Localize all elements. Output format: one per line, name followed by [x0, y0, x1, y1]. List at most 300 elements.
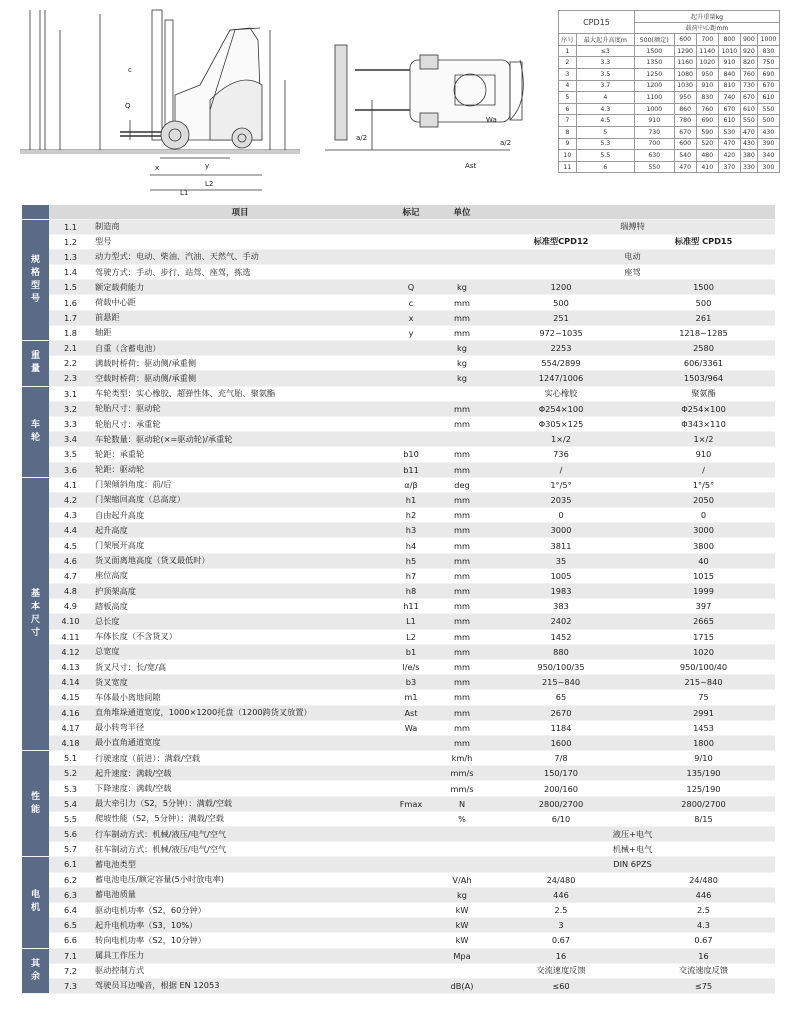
- section-name: 性能: [30, 791, 40, 815]
- row-unit: mm: [434, 523, 490, 538]
- cap-cell-no: 3: [559, 68, 577, 80]
- row-value-a: 交流速度反馈: [490, 963, 632, 978]
- row-symbol: [388, 341, 434, 356]
- row-number: 4.1: [49, 477, 92, 492]
- cap-cell-value: 860: [674, 103, 696, 115]
- row-value-a: 0.67: [490, 933, 632, 948]
- cap-cell-value: 380: [740, 150, 757, 162]
- cap-cell-value: 1160: [674, 57, 696, 69]
- row-unit: [434, 265, 490, 280]
- row-value-b: 1°/5°: [632, 477, 775, 492]
- row-symbol: x: [388, 310, 434, 325]
- row-item: 前悬距: [92, 310, 388, 325]
- row-value-a: 1200: [490, 280, 632, 295]
- row-value-b: 2580: [632, 341, 775, 356]
- cap-cell-value: 950: [696, 68, 718, 80]
- cap-cell-value: 920: [740, 45, 757, 57]
- cap-cell-value: 430: [757, 126, 779, 138]
- row-number: 7.1: [49, 948, 92, 963]
- row-symbol: b10: [388, 447, 434, 462]
- header-item: 项目: [92, 205, 388, 219]
- row-unit: kg: [434, 371, 490, 386]
- cap-cell-value: 670: [740, 92, 757, 104]
- cap-header-title: 起升重量kg: [634, 11, 779, 23]
- row-number: 1.5: [49, 280, 92, 295]
- row-number: 4.15: [49, 690, 92, 705]
- row-value-a: 65: [490, 690, 632, 705]
- spec-row: [22, 295, 775, 310]
- cap-cell-value: 1000: [634, 103, 674, 115]
- row-unit: mm: [434, 401, 490, 416]
- cap-cell-value: 670: [718, 103, 740, 115]
- spec-row: [22, 508, 775, 523]
- row-value-a: 2800/2700: [490, 796, 632, 811]
- cap-cell-value: 410: [696, 161, 718, 173]
- row-value-a: 实心橡胶: [490, 386, 632, 401]
- label-c: c: [128, 66, 132, 74]
- row-value-b: 500: [632, 295, 775, 310]
- row-unit: km/h: [434, 751, 490, 766]
- row-value-a: 1184: [490, 720, 632, 735]
- header-unit: 单位: [434, 205, 490, 219]
- cap-row: [559, 161, 780, 173]
- row-symbol: [388, 735, 434, 750]
- row-symbol: [388, 948, 434, 963]
- row-item: 轮胎尺寸：驱动轮: [92, 401, 388, 416]
- row-unit: mm: [434, 614, 490, 629]
- row-symbol: [388, 265, 434, 280]
- cap-cell-value: 340: [757, 150, 779, 162]
- cap-cell-height: 4.3: [576, 103, 634, 115]
- row-number: 5.3: [49, 781, 92, 796]
- row-number: 3.1: [49, 386, 92, 401]
- cap-row: [559, 45, 780, 57]
- cap-cell-value: 550: [757, 103, 779, 115]
- row-number: 2.1: [49, 341, 92, 356]
- row-item: 蓄电池电压/额定容量(5小时放电率): [92, 872, 388, 887]
- row-unit: mm: [434, 675, 490, 690]
- spec-row: [22, 234, 775, 249]
- row-item: 动力型式：电动、柴油、汽油、天然气、手动: [92, 249, 388, 264]
- row-item: 蓄电池质量: [92, 887, 388, 902]
- row-unit: mm: [434, 690, 490, 705]
- spec-row: [22, 827, 775, 842]
- row-unit: %: [434, 811, 490, 826]
- cap-cell-value: 690: [696, 115, 718, 127]
- row-item: 行驶速度（前进）：满载/空载: [92, 751, 388, 766]
- row-number: 6.4: [49, 902, 92, 917]
- row-number: 4.2: [49, 492, 92, 507]
- row-item: 满载时桥荷：驱动侧/承重侧: [92, 356, 388, 371]
- row-item: 轮胎尺寸：承重轮: [92, 416, 388, 431]
- row-item: 门架倾斜角度：前/后: [92, 477, 388, 492]
- row-value-b: Φ254×100: [632, 401, 775, 416]
- row-number: 6.1: [49, 857, 92, 872]
- row-item: 荷载中心距: [92, 295, 388, 310]
- row-value-b: 聚氨酯: [632, 386, 775, 401]
- cap-col-seq: 序号: [559, 34, 577, 46]
- cap-cell-value: 430: [740, 138, 757, 150]
- row-unit: [434, 963, 490, 978]
- cap-cell-value: 1020: [696, 57, 718, 69]
- cap-row: [559, 103, 780, 115]
- row-value-b: 24/480: [632, 872, 775, 887]
- cap-cell-value: 520: [696, 138, 718, 150]
- row-value-a: 2670: [490, 705, 632, 720]
- top-view-drawing: [325, 45, 523, 150]
- spec-row: [22, 720, 775, 735]
- section-label: [22, 857, 49, 948]
- spec-row: [22, 963, 775, 978]
- row-value-b: 1503/964: [632, 371, 775, 386]
- cap-cell-value: 1010: [718, 45, 740, 57]
- spec-row: [22, 386, 775, 401]
- cap-cell-value: 1500: [634, 45, 674, 57]
- label-ast: Ast: [465, 162, 477, 170]
- cap-cell-height: 6: [576, 161, 634, 173]
- cap-cell-no: 11: [559, 161, 577, 173]
- row-value-b: 3800: [632, 538, 775, 553]
- row-unit: mm: [434, 659, 490, 674]
- spec-row: [22, 887, 775, 902]
- cap-load-center: 600: [674, 34, 696, 46]
- cap-cell-height: 4.5: [576, 115, 634, 127]
- row-value-b: 40: [632, 553, 775, 568]
- row-number: 4.18: [49, 735, 92, 750]
- section-label: [22, 477, 49, 750]
- row-value-a: 736: [490, 447, 632, 462]
- row-number: 3.2: [49, 401, 92, 416]
- row-number: 1.1: [49, 219, 92, 234]
- row-value-b: 0: [632, 508, 775, 523]
- row-value-b: 1500: [632, 280, 775, 295]
- row-value-b: 1015: [632, 568, 775, 583]
- row-symbol: y: [388, 325, 434, 340]
- header-blank: [22, 205, 49, 219]
- row-number: 1.8: [49, 325, 92, 340]
- row-symbol: [388, 219, 434, 234]
- cap-cell-value: 730: [634, 126, 674, 138]
- row-number: 7.2: [49, 963, 92, 978]
- row-value-b: 950/100/40: [632, 659, 775, 674]
- row-number: 5.6: [49, 827, 92, 842]
- row-value-b: 446: [632, 887, 775, 902]
- cap-cell-value: 1100: [634, 92, 674, 104]
- row-number: 1.7: [49, 310, 92, 325]
- cap-cell-value: 760: [740, 68, 757, 80]
- spec-row: [22, 675, 775, 690]
- cap-cell-value: 1140: [696, 45, 718, 57]
- cap-header-sub: 载荷中心距mm: [634, 22, 779, 34]
- row-item: 货叉宽度: [92, 675, 388, 690]
- row-symbol: [388, 811, 434, 826]
- section-name: 车轮: [30, 419, 40, 443]
- cap-cell-value: 740: [718, 92, 740, 104]
- cap-row: [559, 92, 780, 104]
- row-unit: mm: [434, 599, 490, 614]
- label-a2-left: a/2: [356, 134, 368, 142]
- spec-row: [22, 857, 775, 872]
- row-value-b: 4.3: [632, 918, 775, 933]
- row-number: 2.3: [49, 371, 92, 386]
- row-unit: mm: [434, 492, 490, 507]
- row-value-a: 0: [490, 508, 632, 523]
- row-symbol: [388, 872, 434, 887]
- cap-cell-no: 7: [559, 115, 577, 127]
- row-value-a: 3811: [490, 538, 632, 553]
- capacity-table: [558, 10, 780, 173]
- spec-row: [22, 341, 775, 356]
- row-value-b: 75: [632, 690, 775, 705]
- cap-cell-value: 950: [674, 92, 696, 104]
- row-item: 爬坡性能（S2，5分钟）：满载/空载: [92, 811, 388, 826]
- cap-cell-no: 4: [559, 80, 577, 92]
- row-item: 门架展开高度: [92, 538, 388, 553]
- row-unit: [434, 234, 490, 249]
- row-item: 直角堆垛通道宽度，1000×1200托盘（1200跨货叉放置）: [92, 705, 388, 720]
- row-item: 轮距：承重轮: [92, 447, 388, 462]
- row-number: 1.6: [49, 295, 92, 310]
- row-unit: mm: [434, 462, 490, 477]
- spec-row: [22, 356, 775, 371]
- spec-row: [22, 447, 775, 462]
- row-symbol: h4: [388, 538, 434, 553]
- row-item: 驱动控制方式: [92, 963, 388, 978]
- spec-row: [22, 902, 775, 917]
- spec-row: [22, 735, 775, 750]
- row-item: 转向电机功率（S2，10分钟）: [92, 933, 388, 948]
- cap-cell-height: ≤3: [576, 45, 634, 57]
- row-symbol: b1: [388, 644, 434, 659]
- row-value-b: Φ343×110: [632, 416, 775, 431]
- cap-row: [559, 80, 780, 92]
- cap-cell-value: 630: [634, 150, 674, 162]
- row-unit: kg: [434, 356, 490, 371]
- row-number: 2.2: [49, 356, 92, 371]
- row-value-a: 2035: [490, 492, 632, 507]
- row-item: 轮距：驱动轮: [92, 462, 388, 477]
- row-symbol: [388, 432, 434, 447]
- row-symbol: [388, 963, 434, 978]
- section-name: 基本尺寸: [30, 588, 40, 638]
- row-value-a: 383: [490, 599, 632, 614]
- row-symbol: [388, 887, 434, 902]
- row-number: 7.3: [49, 978, 92, 993]
- spec-header-row: [22, 205, 775, 219]
- cap-cell-value: 670: [674, 126, 696, 138]
- row-number: 4.7: [49, 568, 92, 583]
- section-label: [22, 219, 49, 341]
- row-value-b: 交流速度反馈: [632, 963, 775, 978]
- row-value-b: 1×/2: [632, 432, 775, 447]
- row-value-a: 500: [490, 295, 632, 310]
- row-item: 车轮数量：驱动轮(×=驱动轮)/承重轮: [92, 432, 388, 447]
- row-unit: kW: [434, 933, 490, 948]
- row-item: 驾驶方式：手动、步行、站驾、座驾，拣选: [92, 265, 388, 280]
- cap-col-header: [559, 34, 780, 46]
- cap-cell-height: 3.5: [576, 68, 634, 80]
- spec-row: [22, 553, 775, 568]
- spec-row: [22, 690, 775, 705]
- cap-cell-value: 810: [718, 80, 740, 92]
- row-number: 1.2: [49, 234, 92, 249]
- row-unit: [434, 249, 490, 264]
- row-value-b: 9/10: [632, 751, 775, 766]
- spec-row: [22, 462, 775, 477]
- cap-cell-value: 530: [718, 126, 740, 138]
- row-item: 座位高度: [92, 568, 388, 583]
- row-unit: N: [434, 796, 490, 811]
- row-value-b: 1453: [632, 720, 775, 735]
- spec-row: [22, 766, 775, 781]
- cap-cell-no: 8: [559, 126, 577, 138]
- row-value-b: 261: [632, 310, 775, 325]
- cap-cell-value: 1200: [634, 80, 674, 92]
- cap-cell-value: 750: [757, 57, 779, 69]
- row-value-a: /: [490, 462, 632, 477]
- section-label: [22, 948, 49, 994]
- row-unit: Mpa: [434, 948, 490, 963]
- row-symbol: [388, 401, 434, 416]
- row-unit: dB(A): [434, 978, 490, 993]
- row-symbol: [388, 857, 434, 872]
- label-a2-right: a/2: [500, 139, 512, 147]
- header-model-a: [490, 205, 632, 219]
- cap-cell-value: 730: [740, 80, 757, 92]
- spec-row: [22, 219, 775, 234]
- spec-table: [22, 205, 775, 994]
- cap-cell-value: 470: [740, 126, 757, 138]
- label-wa: Wa: [486, 116, 497, 124]
- row-number: 6.6: [49, 933, 92, 948]
- row-symbol: b11: [388, 462, 434, 477]
- row-unit: mm: [434, 416, 490, 431]
- row-value-b: 2991: [632, 705, 775, 720]
- cap-header-row-1: [559, 11, 780, 23]
- row-value-a: 3000: [490, 523, 632, 538]
- row-unit: mm: [434, 310, 490, 325]
- row-value-b: 215~840: [632, 675, 775, 690]
- row-unit: mm: [434, 584, 490, 599]
- row-symbol: Q: [388, 280, 434, 295]
- row-value-a: 446: [490, 887, 632, 902]
- cap-cell-height: 5.5: [576, 150, 634, 162]
- spec-row: [22, 948, 775, 963]
- spec-row: [22, 280, 775, 295]
- row-value-b: 16: [632, 948, 775, 963]
- section-name: 电机: [30, 890, 40, 914]
- header-no: [49, 205, 92, 219]
- cap-cell-value: 760: [696, 103, 718, 115]
- cap-cell-value: 1030: [674, 80, 696, 92]
- cap-row: [559, 115, 780, 127]
- row-value-a: Φ254×100: [490, 401, 632, 416]
- row-item: 总宽度: [92, 644, 388, 659]
- row-unit: mm: [434, 735, 490, 750]
- cap-row: [559, 150, 780, 162]
- row-number: 4.11: [49, 629, 92, 644]
- row-item: 最小直角通道宽度: [92, 735, 388, 750]
- row-number: 4.3: [49, 508, 92, 523]
- row-symbol: h7: [388, 568, 434, 583]
- spec-row: [22, 614, 775, 629]
- row-item: 踏板高度: [92, 599, 388, 614]
- spec-row: [22, 796, 775, 811]
- cap-cell-height: 5.3: [576, 138, 634, 150]
- row-item: 驻车制动方式：机械/液压/电气/空气: [92, 842, 388, 857]
- label-L2: L2: [205, 180, 214, 188]
- cap-cell-value: 470: [718, 138, 740, 150]
- row-value-b: 606/3361: [632, 356, 775, 371]
- row-item: 护顶架高度: [92, 584, 388, 599]
- row-value-merged: DIN 6PZS: [490, 857, 775, 872]
- row-item: 总长度: [92, 614, 388, 629]
- row-item: 货叉面离地高度（货叉最低时）: [92, 553, 388, 568]
- cap-load-center: 700: [696, 34, 718, 46]
- row-unit: mm: [434, 508, 490, 523]
- row-symbol: [388, 371, 434, 386]
- cap-cell-value: 910: [696, 80, 718, 92]
- cap-cell-value: 540: [674, 150, 696, 162]
- row-number: 5.7: [49, 842, 92, 857]
- spec-row: [22, 978, 775, 993]
- row-symbol: [388, 933, 434, 948]
- cap-cell-value: 910: [634, 115, 674, 127]
- row-value-b: 910: [632, 447, 775, 462]
- row-unit: mm: [434, 553, 490, 568]
- side-view-drawing: [20, 10, 300, 190]
- row-item: 驾驶员耳边噪音，根据 EN 12053: [92, 978, 388, 993]
- spec-row: [22, 933, 775, 948]
- spec-row: [22, 584, 775, 599]
- row-unit: mm: [434, 720, 490, 735]
- row-value-a: 200/160: [490, 781, 632, 796]
- row-item: 轴距: [92, 325, 388, 340]
- row-value-a: 1452: [490, 629, 632, 644]
- row-symbol: h1: [388, 492, 434, 507]
- row-value-b: 135/190: [632, 766, 775, 781]
- section-name: 重量: [30, 351, 40, 375]
- row-value-a: 6/10: [490, 811, 632, 826]
- cap-cell-value: 1250: [634, 68, 674, 80]
- section-name: 其余: [30, 958, 40, 982]
- row-symbol: c: [388, 295, 434, 310]
- row-item: 门架缩回高度（总高度）: [92, 492, 388, 507]
- cap-cell-no: 1: [559, 45, 577, 57]
- row-number: 6.2: [49, 872, 92, 887]
- section-label: [22, 751, 49, 857]
- row-value-merged: 机械+电气: [490, 842, 775, 857]
- label-L1: L1: [180, 189, 189, 197]
- row-item: 车体长度（不含货叉）: [92, 629, 388, 644]
- cap-cell-value: 370: [718, 161, 740, 173]
- row-symbol: [388, 766, 434, 781]
- row-number: 4.5: [49, 538, 92, 553]
- cap-cell-value: 480: [696, 150, 718, 162]
- cap-cell-value: 470: [674, 161, 696, 173]
- row-value-a: 1°/5°: [490, 477, 632, 492]
- row-unit: mm: [434, 629, 490, 644]
- row-unit: [434, 432, 490, 447]
- row-item: 起升高度: [92, 523, 388, 538]
- row-value-b: /: [632, 462, 775, 477]
- row-number: 4.9: [49, 599, 92, 614]
- cap-cell-value: 820: [740, 57, 757, 69]
- row-number: 6.3: [49, 887, 92, 902]
- cap-cell-height: 3.3: [576, 57, 634, 69]
- cap-cell-value: 420: [718, 150, 740, 162]
- cap-cell-no: 6: [559, 103, 577, 115]
